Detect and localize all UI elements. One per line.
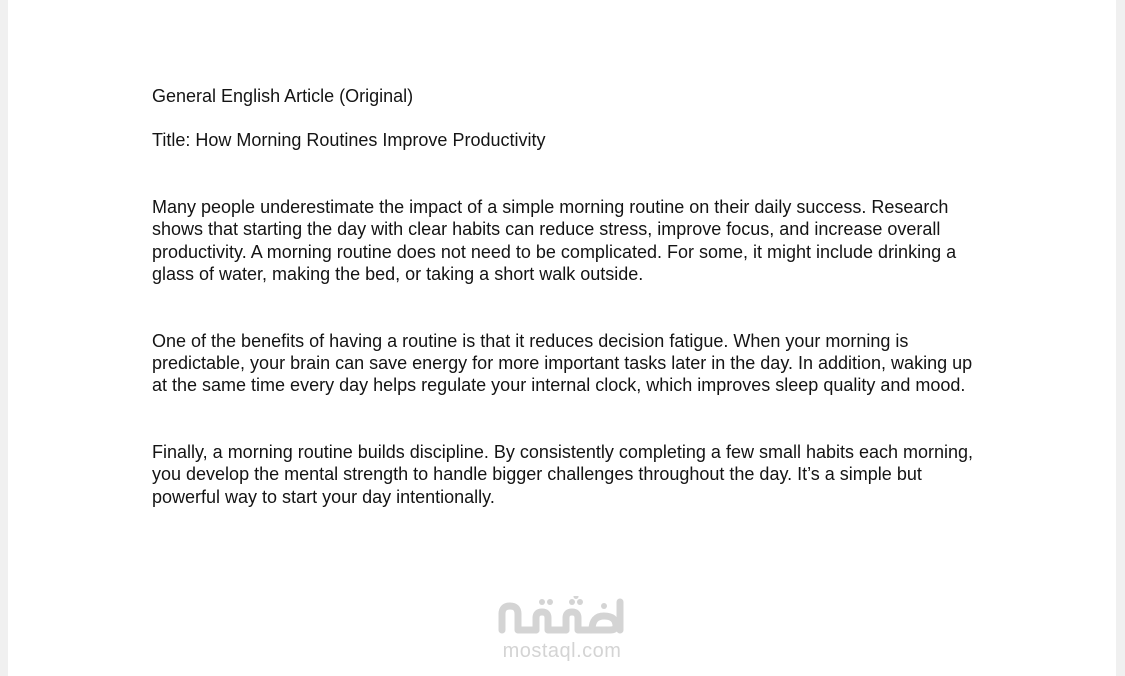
article-content: [152, 85, 992, 508]
watermark-logo: [492, 596, 632, 640]
watermark: [482, 596, 642, 666]
document-page: [8, 0, 1116, 676]
paragraph-3: Finally, a morning routine builds discipline. By consistently completing a few small habits each morning, you develop the mental strength to handle bigger challenges throughout the day. It’s a simple but powerful way to start your day intentionally.: [152, 441, 974, 507]
paragraph-2: One of the benefits of having a routine is that it reduces decision fatigue. When your morning is predictable, your brain can save energy for more important tasks later in the day. In addition, waking up at the same time every day helps regulate your internal clock, which improves sleep quality and mood.: [152, 330, 973, 396]
article-header: General English Article (Original): [152, 86, 414, 106]
paragraph-1: Many people underestimate the impact of a simple morning routine on their daily success. Research shows that starting the day with clear habits can reduce stress, improve focus, and increase overall productivity. A morning routine does not need to be complicated. For some, it might include drinking a glass of water, making the bed, or taking a short walk outside.: [152, 197, 957, 285]
watermark-site: mostaql.com: [502, 640, 622, 662]
article-title: Title: How Morning Routines Improve Productivity: [152, 130, 546, 150]
